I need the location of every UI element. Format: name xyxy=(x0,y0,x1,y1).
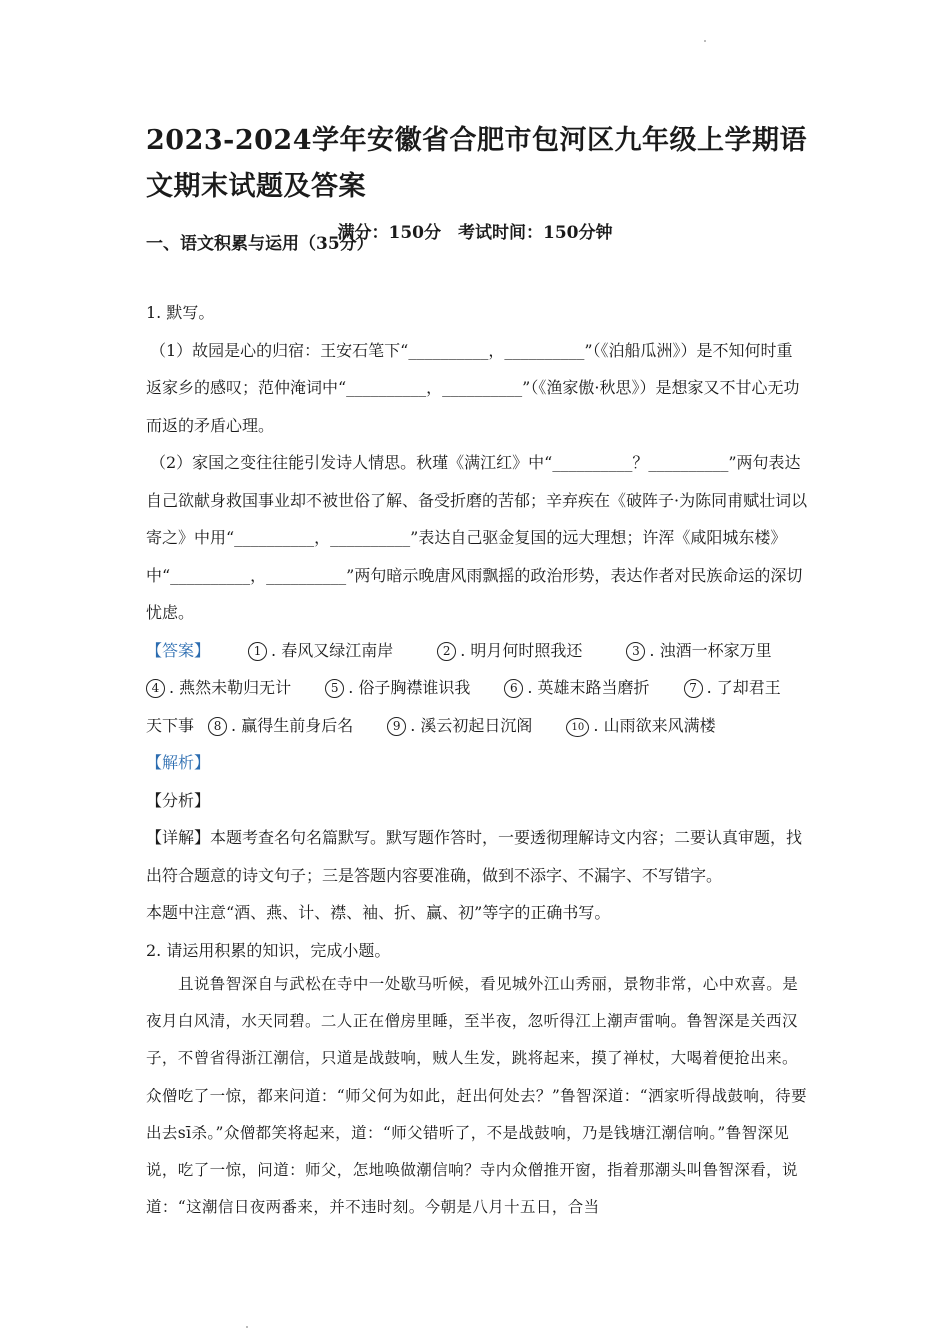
passage-text: 且说鲁智深自与武松在寺中一处歇马听候，看见城外江山秀丽，景物非常，心中欢喜。是夜月白风清，水天同碧。二人正在僧房里睡，至半夜，忽听得江上潮声雷响。鲁智深是关西汉子，不曾省得浙江潮信，只道是战鼓响，贼人生发，跳将起来，摸了禅杖，大喝着便抢出来。众僧吃了一惊，都来问道：“师父何为如此，赶出何处去？”鲁智深道：“洒家听得战鼓响，待要出去sī杀。”众僧都笑将起来，道：“师父错听了，不是战鼓响，乃是钱塘江潮信响。”鲁智深见说，吃了一惊，问道：师父，怎地唤做潮信响？寺内众僧推开窗，指着那潮头叫鲁智深看，说道：“这潮信日夜两番来，并不违时刻。今朝是八月十五日，合当 xyxy=(146,975,807,1217)
answer-text: 山雨欲来风满楼 xyxy=(603,715,716,735)
answer-text: 天下事 xyxy=(146,715,195,735)
answer-text: 了却君王 xyxy=(716,678,781,697)
answer-text: 溪云初起日沉阁 xyxy=(420,715,533,735)
answer-number: 3 xyxy=(626,642,645,661)
answer-line-2: 4 . 燕然未勒归无计 5 . 俗子胸襟谁识我 6 . 英雄末路当磨折 7 . 了却君王 xyxy=(146,669,808,707)
answer-number: 8 xyxy=(208,717,227,736)
answer-number: 2 xyxy=(437,642,456,661)
question-1-part-2: （2）家国之变往往能引发诗人情思。秋瑾《满江红》中“__________？__________”两句表达自己欲献身救国事业却不被世俗了解、备受折磨的苦郁；辛弃疾在《破阵子·为陈同甫赋壮词以寄之》中用“__________，__________”表达自己驱金复国的远大理想；许浑《咸阳城东楼》中“__________，__________”两句暗示晚唐风雨飘摇的政治形势，表达作者对民族命运的深切忧虑。 xyxy=(146,453,808,622)
writing-note: 本题中注意“酒、燕、计、襟、袖、折、赢、初”等字的正确书写。 xyxy=(146,903,611,922)
answer-text: 燕然未勒归无计 xyxy=(179,678,292,697)
answer-label: 【答案】 xyxy=(146,640,211,660)
answer-line-1: 【答案】 1 . 春风又绿江南岸 2 . 明月何时照我还 3 . 浊酒一杯家万里 xyxy=(146,640,772,660)
question-1-part-1: （1）故园是心的归宿：王安石笔下“__________，__________”（《泊船瓜洲》）是不知何时重返家乡的感叹；范仲淹词中“__________，__________”（《渔家傲·秋思》）是想家又不甘心无功而返的矛盾心理。 xyxy=(146,340,800,435)
answer-text: 明月何时照我还 xyxy=(470,640,583,660)
question-1-heading: 1. 默写。 xyxy=(146,303,215,322)
answer-number: 4 xyxy=(146,679,165,698)
document-title: 2023-2024学年安徽省合肥市包河区九年级上学期语文期末试题及答案 xyxy=(146,125,807,202)
question-1 xyxy=(146,294,808,969)
reading-passage xyxy=(146,966,808,1226)
answer-number: 7 xyxy=(684,679,703,698)
decorative-dot xyxy=(704,40,706,42)
analysis-subheading: 【分析】 xyxy=(146,790,211,810)
answer-text: 赢得生前身后名 xyxy=(241,715,354,735)
answer-number: 1 xyxy=(248,642,267,661)
answer-text: 英雄末路当磨折 xyxy=(537,678,650,697)
answer-number: 9 xyxy=(387,717,406,736)
detail-explanation: 【详解】本题考查名句名篇默写。默写题作答时，一要透彻理解诗文内容；二要认真审题，找出符合题意的诗文句子；三是答题内容要准确，做到不添字、不漏字、不写错字。 xyxy=(146,828,803,885)
answer-text: 俗子胸襟谁识我 xyxy=(358,678,471,697)
answer-number: 6 xyxy=(504,679,523,698)
analysis-label: 【解析】 xyxy=(146,753,211,772)
section-heading: 一、语文积累与运用（35分） xyxy=(146,234,374,254)
answer-number: 5 xyxy=(325,679,344,698)
answer-line-3: 天下事 8 . 赢得生前身后名 9 . 溪云初起日沉阁 10 . 山雨欲来风满楼 xyxy=(146,715,716,735)
answer-text: 春风又绿江南岸 xyxy=(281,640,394,660)
question-2-heading: 2. 请运用积累的知识，完成小题。 xyxy=(146,940,391,960)
answer-number: 10 xyxy=(566,718,589,737)
score-time-line: 满分：150分 考试时间：150分钟 xyxy=(337,223,613,243)
decorative-dot xyxy=(246,1326,248,1328)
answer-text: 浊酒一杯家万里 xyxy=(659,640,772,660)
